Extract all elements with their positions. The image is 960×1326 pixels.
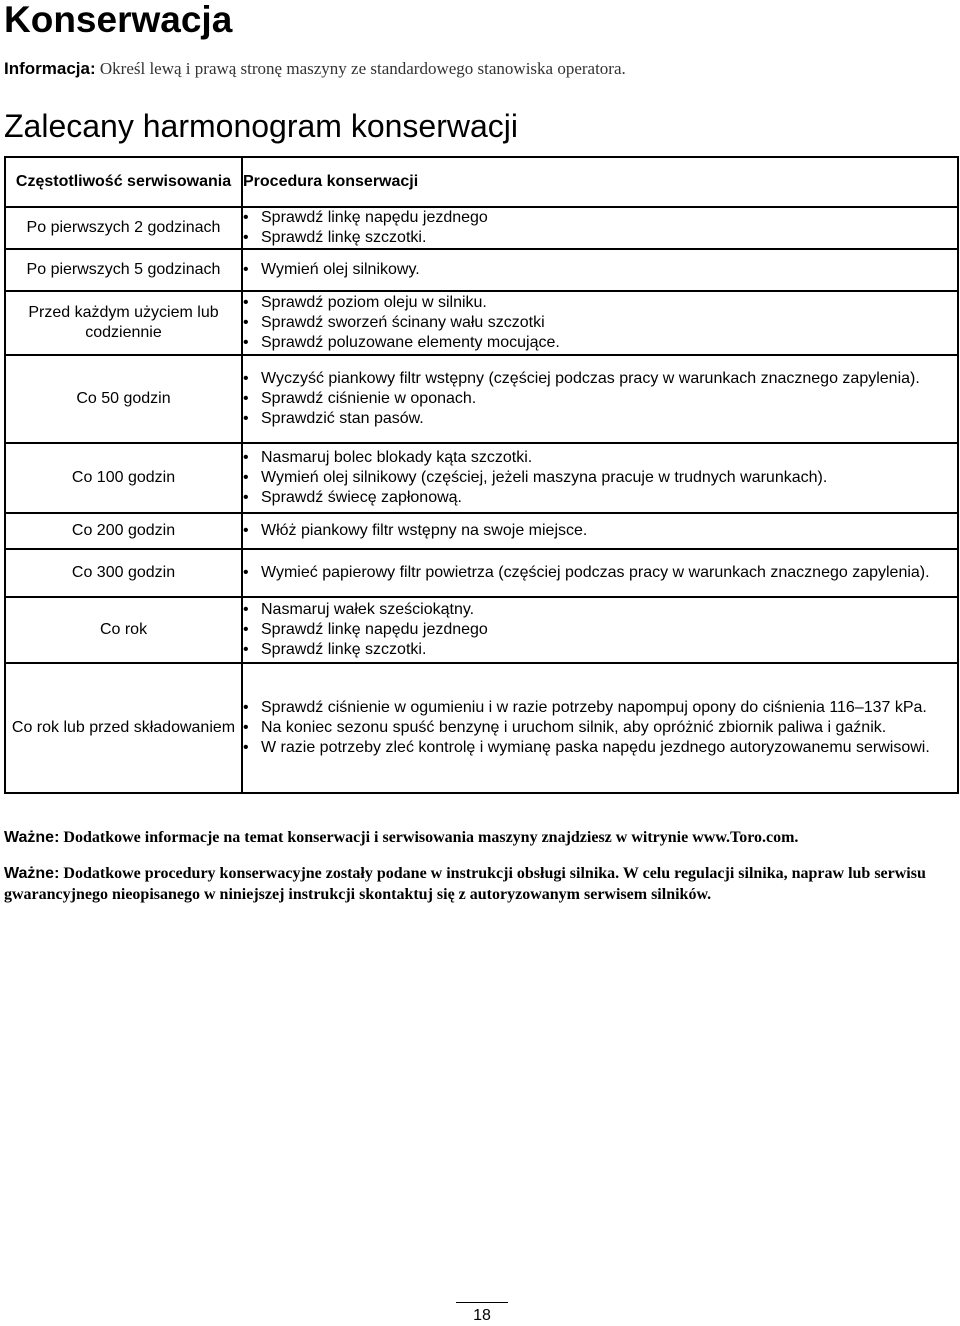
- frequency-cell: Co rok lub przed składowaniem: [5, 663, 242, 793]
- procedure-list: [243, 521, 957, 541]
- page-title: Konserwacja: [4, 0, 233, 40]
- maintenance-schedule-table: [4, 156, 959, 794]
- frequency-cell: Co 200 godzin: [5, 513, 242, 549]
- procedure-cell: [242, 549, 958, 597]
- info-note: [4, 58, 626, 80]
- frequency-cell: Co 50 godzin: [5, 355, 242, 443]
- info-text: Określ lewą i prawą stronę maszyny ze standardowego stanowiska operatora.: [99, 59, 626, 78]
- procedure-cell: [242, 597, 958, 663]
- procedure-item: • Sprawdź poluzowane elementy mocujące.: [243, 333, 957, 353]
- procedure-list: [243, 563, 957, 583]
- procedure-item: • Włóż piankowy filtr wstępny na swoje miejsce.: [243, 521, 957, 541]
- procedure-item: • Sprawdź linkę napędu jezdnego: [243, 620, 957, 640]
- procedure-item: • Sprawdź linkę napędu jezdnego: [243, 208, 957, 228]
- schedule-title: Zalecany harmonogram konserwacji: [4, 108, 518, 144]
- table-row: [5, 597, 958, 663]
- important-note-website: [4, 827, 959, 848]
- procedure-list: [243, 448, 957, 508]
- important-note-engine: [4, 863, 949, 905]
- note-label: Ważne:: [4, 865, 60, 882]
- note-text: Dodatkowe informacje na temat konserwacji i serwisowania maszyny znajdziesz w witrynie www.Toro.com.: [63, 829, 799, 846]
- procedure-cell: [242, 355, 958, 443]
- note-text: Dodatkowe procedury konserwacyjne zostały podane w instrukcji obsługi silnika. W celu regulacji silnika, napraw lub serwisu gwarancyjnego nieopisanego w niniejszej instrukcji skontaktuj się z autoryzowanym serwisem silników.: [4, 865, 926, 903]
- procedure-list: [243, 260, 957, 280]
- procedure-item: • W razie potrzeby zleć kontrolę i wymianę paska napędu jezdnego autoryzowanemu serwisowi.: [243, 738, 957, 758]
- procedure-item: • Sprawdź linkę szczotki.: [243, 228, 957, 248]
- header-frequency: Częstotliwość serwisowania: [5, 157, 242, 207]
- frequency-cell: Przed każdym użyciem lub codziennie: [5, 291, 242, 355]
- table-row: [5, 207, 958, 249]
- procedure-list: [243, 369, 957, 429]
- procedure-list: [243, 293, 957, 353]
- procedure-cell: [242, 663, 958, 793]
- procedure-item: • Nasmaruj wałek sześciokątny.: [243, 600, 957, 620]
- info-label: Informacja:: [4, 59, 96, 78]
- table-row: [5, 663, 958, 793]
- procedure-cell: [242, 249, 958, 291]
- frequency-cell: Po pierwszych 2 godzinach: [5, 207, 242, 249]
- procedure-list: [243, 600, 957, 660]
- procedure-item: • Sprawdź poziom oleju w silniku.: [243, 293, 957, 313]
- procedure-item: • Wymień olej silnikowy (częściej, jeżeli maszyna pracuje w trudnych warunkach).: [243, 468, 957, 488]
- procedure-list: [243, 208, 957, 248]
- procedure-item: • Nasmaruj bolec blokady kąta szczotki.: [243, 448, 957, 468]
- frequency-cell: Co 300 godzin: [5, 549, 242, 597]
- table-row: [5, 249, 958, 291]
- table-row: [5, 291, 958, 355]
- procedure-cell: [242, 207, 958, 249]
- procedure-item: • Sprawdź ciśnienie w ogumieniu i w razie potrzeby napompuj opony do ciśnienia 116–137 kPa.: [243, 698, 957, 718]
- procedure-item: • Sprawdzić stan pasów.: [243, 409, 957, 429]
- table-row: [5, 549, 958, 597]
- procedure-cell: [242, 291, 958, 355]
- frequency-cell: Po pierwszych 5 godzinach: [5, 249, 242, 291]
- page-number: 18: [473, 1307, 491, 1324]
- procedure-item: • Sprawdź świecę zapłonową.: [243, 488, 957, 508]
- header-procedure: Procedura konserwacji: [242, 157, 958, 207]
- procedure-item: • Sprawdź ciśnienie w oponach.: [243, 389, 957, 409]
- procedure-item: • Wymień olej silnikowy.: [243, 260, 957, 280]
- frequency-cell: Co rok: [5, 597, 242, 663]
- table-row: [5, 355, 958, 443]
- procedure-list: [243, 698, 957, 758]
- procedure-item: • Sprawdź sworzeń ścinany wału szczotki: [243, 313, 957, 333]
- table-row: [5, 513, 958, 549]
- note-label: Ważne:: [4, 829, 60, 846]
- procedure-cell: [242, 443, 958, 513]
- procedure-item: • Wymieć papierowy filtr powietrza (częściej podczas pracy w warunkach znacznego zapylenia).: [243, 563, 957, 583]
- procedure-cell: [242, 513, 958, 549]
- frequency-cell: Co 100 godzin: [5, 443, 242, 513]
- procedure-item: • Wyczyść piankowy filtr wstępny (częściej podczas pracy w warunkach znacznego zapylenia).: [243, 369, 957, 389]
- table-header-row: [5, 157, 958, 207]
- table-row: [5, 443, 958, 513]
- page-number-rule: [456, 1302, 508, 1303]
- procedure-item: • Na koniec sezonu spuść benzynę i uruchom silnik, aby opróżnić zbiornik paliwa i gaźnik.: [243, 718, 957, 738]
- procedure-item: • Sprawdź linkę szczotki.: [243, 640, 957, 660]
